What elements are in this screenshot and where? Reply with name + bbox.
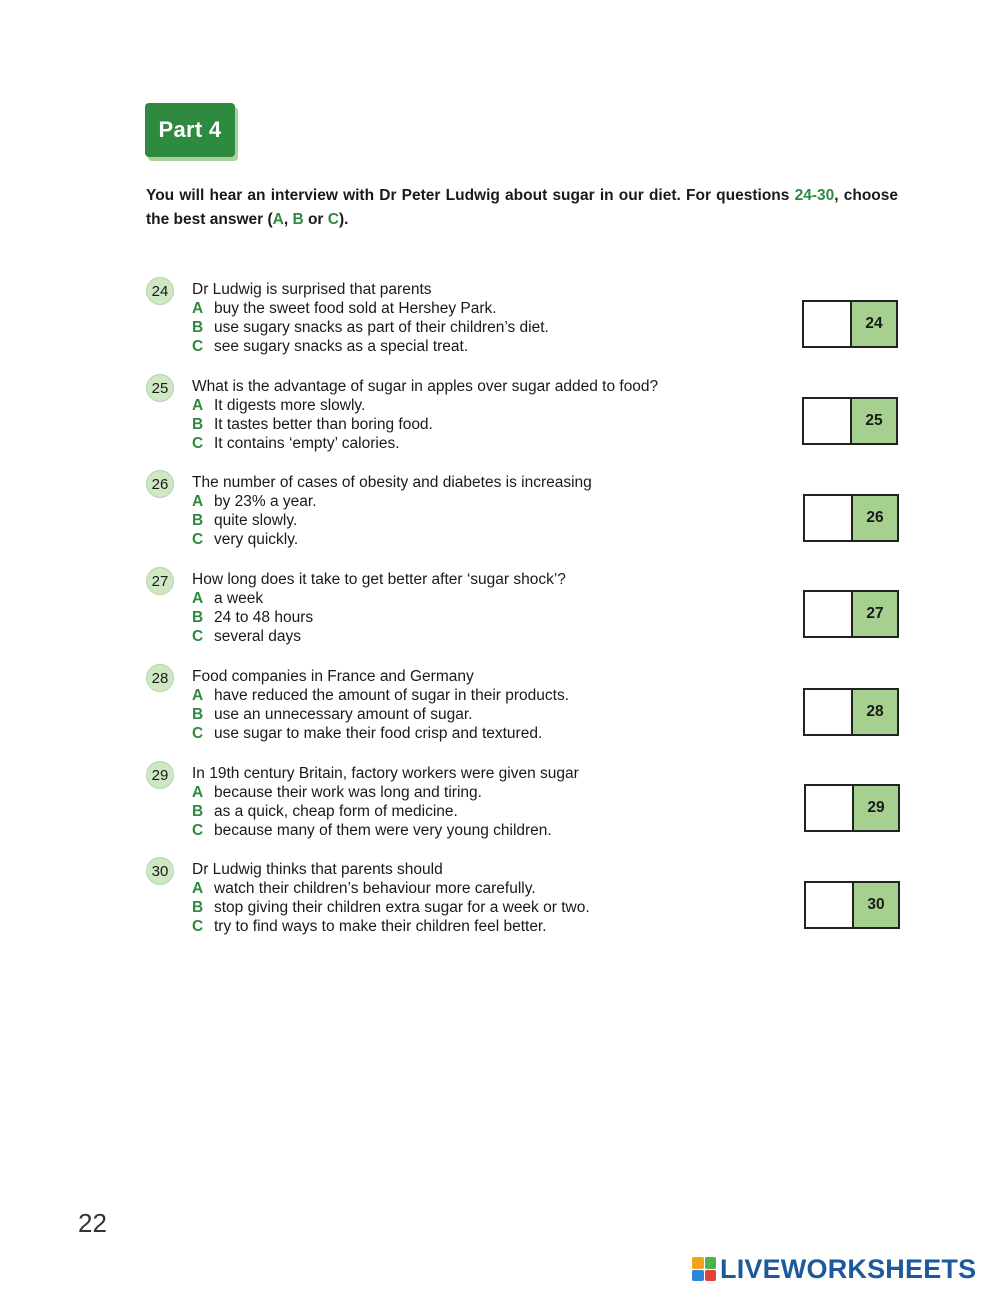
brand-logo xyxy=(692,1252,976,1286)
option-b: B use an unnecessary amount of sugar. xyxy=(192,706,473,723)
answer-box-28[interactable] xyxy=(803,688,899,736)
option-c: C use sugar to make their food crisp and textured. xyxy=(192,725,543,742)
answer-input[interactable] xyxy=(804,302,852,346)
option-c: C very quickly. xyxy=(192,531,299,548)
answer-label: 27 xyxy=(853,592,897,636)
question-text: How long does it take to get better after ‘sugar shock’? xyxy=(192,571,566,588)
question-number: 29 xyxy=(146,761,174,789)
option-c: C because many of them were very young children. xyxy=(192,822,552,839)
question-number: 24 xyxy=(146,277,174,305)
question-number: 25 xyxy=(146,374,174,402)
page-number: 22 xyxy=(78,1208,107,1238)
question-text: In 19th century Britain, factory workers were given sugar xyxy=(192,765,579,782)
answer-label: 28 xyxy=(853,690,897,734)
answer-label: 30 xyxy=(854,883,898,927)
answer-input[interactable] xyxy=(804,399,852,443)
option-b: B 24 to 48 hours xyxy=(192,609,314,626)
option-c: C It contains ‘empty’ calories. xyxy=(192,435,400,452)
answer-box-25[interactable] xyxy=(802,397,898,445)
answer-input[interactable] xyxy=(806,786,854,830)
option-b: B quite slowly. xyxy=(192,512,298,529)
question-number: 30 xyxy=(146,857,174,885)
answer-label: 25 xyxy=(852,399,896,443)
option-a: A buy the sweet food sold at Hershey Park. xyxy=(192,300,497,317)
instructions: You will hear an interview with Dr Peter Ludwig about sugar in our diet. For questions 24-30, choose the best answer (A, B or C). xyxy=(146,187,898,228)
brand-name: LIVEWORKSHEETS xyxy=(720,1253,977,1284)
option-a: A watch their children’s behaviour more carefully. xyxy=(192,880,536,897)
question-number: 28 xyxy=(146,664,174,692)
option-a: A because their work was long and tiring. xyxy=(192,784,482,801)
answer-label: 29 xyxy=(854,786,898,830)
option-c: C try to find ways to make their children feel better. xyxy=(192,918,547,935)
answer-input[interactable] xyxy=(805,690,853,734)
answer-box-24[interactable] xyxy=(802,300,898,348)
question-number: 26 xyxy=(146,470,174,498)
answer-input[interactable] xyxy=(806,883,854,927)
answer-input[interactable] xyxy=(805,496,853,540)
option-a: A a week xyxy=(192,590,264,607)
option-a: A It digests more slowly. xyxy=(192,397,366,414)
part-badge: Part 4 xyxy=(145,103,235,157)
answer-box-30[interactable] xyxy=(804,881,900,929)
option-b: B as a quick, cheap form of medicine. xyxy=(192,803,458,820)
question-number: 27 xyxy=(146,567,174,595)
brand-grid-icon xyxy=(692,1257,716,1281)
question-text: Dr Ludwig is surprised that parents xyxy=(192,281,432,298)
option-a: A have reduced the amount of sugar in their products. xyxy=(192,687,569,704)
question-text: Food companies in France and Germany xyxy=(192,668,474,685)
answer-box-29[interactable] xyxy=(804,784,900,832)
question-text: Dr Ludwig thinks that parents should xyxy=(192,861,443,878)
option-b: B It tastes better than boring food. xyxy=(192,416,433,433)
option-a: A by 23% a year. xyxy=(192,493,317,510)
option-b: B stop giving their children extra sugar for a week or two. xyxy=(192,899,590,916)
option-b: B use sugary snacks as part of their children’s diet. xyxy=(192,319,549,336)
question-text: What is the advantage of sugar in apples over sugar added to food? xyxy=(192,378,659,395)
answer-box-26[interactable] xyxy=(803,494,899,542)
answer-input[interactable] xyxy=(805,592,853,636)
question-text: The number of cases of obesity and diabetes is increasing xyxy=(192,474,592,491)
answer-box-27[interactable] xyxy=(803,590,899,638)
option-c: C see sugary snacks as a special treat. xyxy=(192,338,469,355)
option-c: C several days xyxy=(192,628,302,645)
answer-label: 26 xyxy=(853,496,897,540)
answer-label: 24 xyxy=(852,302,896,346)
